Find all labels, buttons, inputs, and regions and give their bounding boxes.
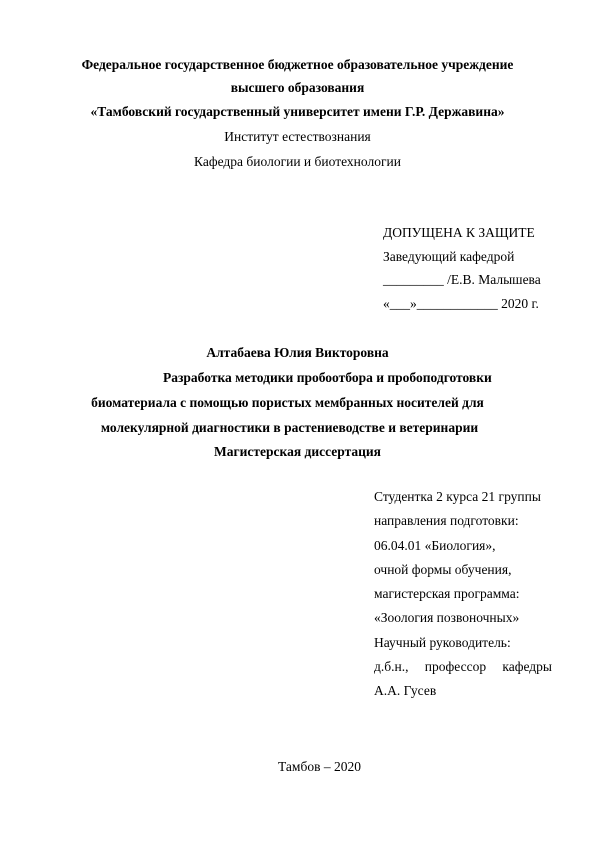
supervisor-position: профессор (424, 659, 487, 675)
student-direction-code: 06.04.01 «Биология», (374, 537, 496, 553)
approval-block (383, 225, 583, 319)
thesis-type: Магистерская диссертация (213, 444, 381, 459)
supervisor-department: кафедры (502, 659, 552, 675)
university-header-line1: Федеральное государственное бюджетное образовательное учреждение (81, 57, 514, 72)
approval-status: ДОПУЩЕНА К ЗАЩИТЕ (383, 225, 535, 240)
university-name: «Тамбовский государственный университет имени Г.Р. Державина» (90, 104, 505, 119)
supervisor-label: Научный руководитель: (374, 634, 511, 650)
thesis-title-line2: биоматериала с помощью пористых мембранных носителей для (91, 395, 484, 410)
thesis-title-line3: молекулярной диагностики в растениеводстве и ветеринарии (100, 420, 479, 435)
supervisor-title (374, 659, 552, 683)
approval-date: «___»____________ 2020 г. (383, 295, 539, 311)
institute-name: Институт естествознания (224, 129, 371, 144)
department-name: Кафедра биологии и биотехнологии (194, 154, 401, 169)
supervisor-degree: д.б.н., (374, 659, 409, 675)
approval-role: Заведующий кафедрой (383, 248, 515, 264)
student-program-name: «Зоология позвоночных» (374, 610, 520, 626)
thesis-title-line1: Разработка методики пробоотбора и пробоподготовки (163, 370, 492, 385)
student-study-form: очной формы обучения, (374, 561, 512, 577)
author-name: Алтабаева Юлия Викторовна (206, 345, 389, 360)
student-direction-label: направления подготовки: (374, 513, 519, 529)
student-program-label: магистерская программа: (374, 586, 520, 602)
supervisor-name: А.А. Гусев (374, 683, 437, 699)
city-year: Тамбов – 2020 (278, 759, 361, 774)
university-header-line2: высшего образования (230, 80, 365, 95)
student-course: Студентка 2 курса 21 группы (374, 489, 541, 504)
approval-signature: _________ /Е.В. Малышева (383, 272, 541, 287)
student-info-block (374, 489, 552, 708)
